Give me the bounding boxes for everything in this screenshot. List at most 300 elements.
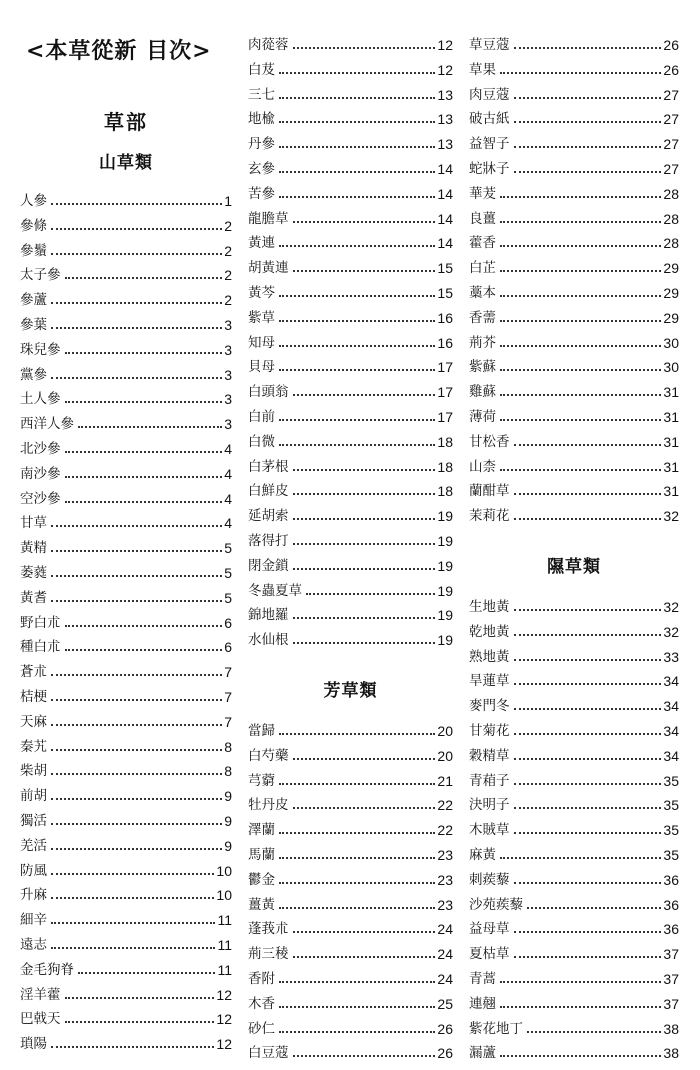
dot-leader <box>279 783 435 785</box>
entry-page-number: 37 <box>663 946 679 963</box>
entry-name: 決明子 <box>469 797 510 814</box>
toc-entry <box>248 964 453 988</box>
dot-leader <box>514 683 662 685</box>
toc-entry <box>469 914 679 938</box>
entry-page-number: 24 <box>437 921 453 938</box>
entry-name: 空沙參 <box>20 490 61 507</box>
toc-entry <box>469 179 679 203</box>
entry-name: 種白朮 <box>20 639 61 656</box>
entry-page-number: 17 <box>437 384 453 401</box>
entry-page-number: 17 <box>437 409 453 425</box>
page-title: <本草從新 目次> <box>26 38 212 64</box>
dot-leader <box>65 997 215 999</box>
entry-page-number: 36 <box>663 896 679 913</box>
dot-leader <box>293 956 436 958</box>
section-title: 草部 <box>104 110 148 134</box>
dot-leader <box>51 848 222 850</box>
entry-page-number: 16 <box>437 334 453 351</box>
dot-leader <box>51 947 215 949</box>
toc-entry <box>469 642 679 666</box>
entry-name: 錦地羅 <box>248 607 289 624</box>
entry-name: 蒼朮 <box>20 664 47 681</box>
toc-entry <box>20 831 232 855</box>
dot-leader <box>500 981 661 983</box>
entry-page-number: 22 <box>437 822 453 839</box>
dot-leader <box>65 625 223 627</box>
dot-leader <box>51 674 222 676</box>
toc-entry <box>248 790 453 814</box>
entry-page-number: 32 <box>663 508 679 525</box>
entry-page-number: 27 <box>663 136 679 153</box>
entry-page-number: 24 <box>437 971 453 987</box>
entry-name: 貝母 <box>248 359 275 376</box>
dot-leader <box>514 518 662 520</box>
dot-leader <box>514 171 662 173</box>
entry-page-number: 28 <box>663 235 679 252</box>
dot-leader <box>51 699 222 701</box>
toc-entry <box>248 328 453 352</box>
entry-page-number: 35 <box>663 797 679 814</box>
entry-page-number: 4 <box>224 465 232 482</box>
toc-entry <box>248 129 453 153</box>
entry-page-number: 27 <box>663 111 679 128</box>
entry-page-number: 28 <box>663 210 679 227</box>
toc-entry <box>20 484 232 508</box>
entry-page-number: 13 <box>437 111 453 128</box>
toc-entry <box>20 409 232 433</box>
dot-leader <box>65 277 223 279</box>
entry-name: 三七 <box>248 86 275 103</box>
entry-name: 木香 <box>248 995 275 1012</box>
dot-leader <box>279 444 435 446</box>
toc-entry <box>469 476 679 500</box>
entry-name: 黃耆 <box>20 589 47 606</box>
dot-leader <box>51 823 222 825</box>
entry-page-number: 20 <box>437 723 453 739</box>
dot-leader <box>514 634 662 636</box>
dot-leader <box>279 419 435 421</box>
entry-name: 雞蘇 <box>469 384 496 401</box>
entry-page-number: 10 <box>216 862 232 879</box>
dot-leader <box>500 221 661 223</box>
entry-page-number: 19 <box>437 632 453 649</box>
entry-name: 香附 <box>248 971 275 987</box>
toc-entry <box>20 459 232 483</box>
entry-page-number: 18 <box>437 433 453 450</box>
toc-entry <box>469 377 679 401</box>
entry-name: 秦艽 <box>20 738 47 755</box>
entry-name: 馬蘭 <box>248 847 275 863</box>
toc-entry <box>20 657 232 681</box>
dot-leader <box>51 749 222 751</box>
entry-page-number: 6 <box>224 639 232 656</box>
entry-name: 生地黃 <box>469 599 510 615</box>
dot-leader <box>65 451 223 453</box>
toc-entry <box>469 1038 679 1062</box>
dot-leader <box>500 419 661 421</box>
entry-name: 山柰 <box>469 458 496 475</box>
entry-name: 土人參 <box>20 391 61 408</box>
entry-page-number: 31 <box>663 384 679 401</box>
toc-entry <box>469 815 679 839</box>
toc-entry <box>248 600 453 624</box>
toc-entry <box>20 955 232 979</box>
entry-name: 南沙參 <box>20 465 61 482</box>
entry-page-number: 23 <box>437 847 453 863</box>
entry-name: 黃芩 <box>248 285 275 301</box>
category-title: 隰草類 <box>547 557 601 577</box>
dot-leader <box>51 525 222 527</box>
toc-entry <box>469 402 679 426</box>
dot-leader <box>279 121 435 123</box>
entry-page-number: 11 <box>217 912 232 929</box>
dot-leader <box>293 642 436 644</box>
toc-entry <box>248 840 453 864</box>
toc-entry <box>469 129 679 153</box>
entry-page-number: 12 <box>216 1036 232 1053</box>
entry-page-number: 3 <box>224 366 232 383</box>
entry-page-number: 24 <box>437 946 453 963</box>
entry-name: 青葙子 <box>469 772 510 789</box>
entry-page-number: 4 <box>224 515 232 532</box>
toc-entry <box>248 30 453 54</box>
dot-leader <box>51 1046 214 1048</box>
entry-page-number: 33 <box>663 648 679 665</box>
toc-entry <box>469 80 679 104</box>
entry-name: 丹參 <box>248 136 275 153</box>
dot-leader <box>51 203 222 205</box>
entry-name: 草果 <box>469 61 496 78</box>
entry-name: 冬蟲夏草 <box>248 582 302 599</box>
dot-leader <box>51 922 215 924</box>
category-title: 芳草類 <box>323 681 378 701</box>
dot-leader <box>500 369 661 371</box>
entry-page-number: 12 <box>216 1011 232 1028</box>
entry-name: 旱蓮草 <box>469 673 510 690</box>
entry-page-number: 26 <box>663 37 679 53</box>
entry-page-number: 26 <box>437 1020 453 1037</box>
toc-entry <box>20 781 232 805</box>
entry-name: 地楡 <box>248 111 275 128</box>
entry-name: 防風 <box>20 862 47 879</box>
entry-name: 白芷 <box>469 260 496 277</box>
dot-leader <box>514 758 662 760</box>
dot-leader <box>279 196 435 198</box>
entry-page-number: 18 <box>437 458 453 475</box>
entry-page-number: 37 <box>663 995 679 1012</box>
dot-leader <box>65 352 223 354</box>
toc-entry <box>20 856 232 880</box>
toc-entry <box>469 30 679 54</box>
toc-entry <box>469 228 679 252</box>
entry-page-number: 2 <box>224 267 232 284</box>
entry-name: 麥門冬 <box>469 698 510 715</box>
entry-page-number: 22 <box>437 797 453 814</box>
entry-name: 益母草 <box>469 921 510 938</box>
dot-leader <box>78 972 215 974</box>
toc-entry <box>248 914 453 938</box>
entry-name: 野白朮 <box>20 614 61 631</box>
entry-name: 落得打 <box>248 533 289 549</box>
entry-name: 薑黃 <box>248 896 275 913</box>
entry-name: 延胡索 <box>248 508 289 525</box>
dot-leader <box>527 1031 661 1033</box>
entry-name: 漏蘆 <box>469 1045 496 1062</box>
toc-entry <box>469 204 679 228</box>
entry-page-number: 38 <box>663 1045 679 1062</box>
entry-page-number: 1 <box>224 193 232 209</box>
toc-entry <box>248 741 453 765</box>
entry-page-number: 29 <box>663 260 679 277</box>
toc-entry <box>248 551 453 575</box>
entry-page-number: 12 <box>437 37 453 53</box>
entry-name: 澤蘭 <box>248 822 275 839</box>
toc-entry <box>20 558 232 582</box>
dot-leader <box>51 377 222 379</box>
entry-name: 桔梗 <box>20 689 47 705</box>
entry-name: 獨活 <box>20 813 47 829</box>
entry-name: 薄荷 <box>469 409 496 425</box>
dot-leader <box>514 609 662 611</box>
entry-page-number: 9 <box>224 837 232 854</box>
toc-entry <box>248 402 453 426</box>
dot-leader <box>514 146 662 148</box>
toc-entry <box>469 328 679 352</box>
entry-page-number: 27 <box>663 161 679 177</box>
toc-entry <box>248 204 453 228</box>
dot-leader <box>293 617 436 619</box>
entry-name: 砂仁 <box>248 1020 275 1037</box>
dot-leader <box>514 807 662 809</box>
entry-page-number: 27 <box>663 86 679 103</box>
entry-page-number: 11 <box>217 961 232 978</box>
entry-page-number: 9 <box>224 813 232 829</box>
entry-name: 藿香 <box>469 235 496 252</box>
dot-leader <box>279 245 435 247</box>
entry-page-number: 35 <box>663 847 679 863</box>
entry-name: 白芨 <box>248 61 275 78</box>
entry-name: 白芍藥 <box>248 747 289 764</box>
dot-leader <box>500 270 661 272</box>
toc-entry <box>248 625 453 649</box>
entry-name: 當歸 <box>248 723 275 739</box>
entry-name: 蘭酣草 <box>469 483 510 500</box>
entry-name: 茉莉花 <box>469 508 510 525</box>
toc-entry <box>20 335 232 359</box>
dot-leader <box>514 121 662 123</box>
toc-entry <box>248 766 453 790</box>
toc-entry <box>248 253 453 277</box>
entry-page-number: 29 <box>663 285 679 301</box>
entry-name: 紫蘇 <box>469 359 496 376</box>
toc-entry <box>248 1038 453 1062</box>
toc-entry <box>469 964 679 988</box>
dot-leader <box>51 302 222 304</box>
entry-name: 水仙根 <box>248 632 289 649</box>
toc-entry <box>20 186 232 210</box>
entry-page-number: 4 <box>224 490 232 507</box>
entry-page-number: 14 <box>437 210 453 227</box>
dot-leader <box>500 72 661 74</box>
toc-entry <box>469 501 679 525</box>
toc-entry <box>469 691 679 715</box>
entry-name: 白微 <box>248 433 275 450</box>
toc-entry <box>20 583 232 607</box>
dot-leader <box>500 1055 661 1057</box>
entry-page-number: 12 <box>216 986 232 1003</box>
toc-entry <box>469 766 679 790</box>
toc-entry <box>20 905 232 929</box>
toc-entry <box>20 707 232 731</box>
entry-name: 甘菊花 <box>469 723 510 739</box>
entry-name: 白豆蔻 <box>248 1045 289 1062</box>
dot-leader <box>293 807 436 809</box>
toc-entry <box>469 890 679 914</box>
entry-page-number: 3 <box>224 391 232 408</box>
entry-name: 人參 <box>20 193 47 209</box>
dot-leader <box>500 196 661 198</box>
dot-leader <box>514 783 662 785</box>
toc-entry <box>248 939 453 963</box>
entry-name: 巴戟天 <box>20 1011 61 1028</box>
entry-page-number: 30 <box>663 359 679 376</box>
entry-name: 良薑 <box>469 210 496 227</box>
dot-leader <box>51 897 214 899</box>
dot-leader <box>293 47 436 49</box>
toc-entry <box>248 154 453 178</box>
toc-entry <box>248 716 453 740</box>
entry-page-number: 4 <box>224 441 232 457</box>
entry-page-number: 11 <box>217 937 232 953</box>
entry-page-number: 20 <box>437 747 453 764</box>
toc-entry <box>20 880 232 904</box>
dot-leader <box>279 857 435 859</box>
dot-leader <box>51 873 214 875</box>
toc-entry <box>469 55 679 79</box>
toc-entry <box>20 533 232 557</box>
dot-leader <box>514 444 662 446</box>
entry-page-number: 15 <box>437 260 453 277</box>
entry-name: 珠兒參 <box>20 341 61 358</box>
toc-entry <box>469 790 679 814</box>
toc-entry <box>20 682 232 706</box>
dot-leader <box>51 724 222 726</box>
dot-leader <box>293 518 436 520</box>
entry-page-number: 32 <box>663 599 679 615</box>
toc-entry <box>469 278 679 302</box>
entry-page-number: 5 <box>224 565 232 581</box>
dot-leader <box>514 882 662 884</box>
entry-name: 苦參 <box>248 185 275 202</box>
entry-page-number: 34 <box>663 747 679 764</box>
entry-page-number: 17 <box>437 359 453 376</box>
entry-name: 沙苑蒺藜 <box>469 896 523 913</box>
entry-page-number: 28 <box>663 185 679 202</box>
toc-entry <box>20 980 232 1004</box>
entry-page-number: 31 <box>663 433 679 450</box>
toc-entry <box>469 592 679 616</box>
entry-name: 參蘆 <box>20 292 47 309</box>
entry-name: 芎藭 <box>248 772 275 789</box>
toc-entry <box>469 1014 679 1038</box>
entry-page-number: 19 <box>437 557 453 574</box>
dot-leader <box>500 1006 661 1008</box>
entry-page-number: 37 <box>663 971 679 987</box>
toc-entry <box>248 228 453 252</box>
toc-entry <box>20 360 232 384</box>
dot-leader <box>293 931 436 933</box>
dot-leader <box>514 733 662 735</box>
entry-name: 知母 <box>248 334 275 351</box>
entry-page-number: 10 <box>216 887 232 904</box>
toc-entry <box>469 253 679 277</box>
entry-name: 破古紙 <box>469 111 510 128</box>
dot-leader <box>279 72 435 74</box>
toc-entry <box>20 211 232 235</box>
entry-name: 參鬚 <box>20 242 47 259</box>
dot-leader <box>279 146 435 148</box>
entry-page-number: 36 <box>663 921 679 938</box>
entry-name: 淫羊藿 <box>20 986 61 1003</box>
entry-name: 熟地黃 <box>469 648 510 665</box>
toc-entry <box>248 278 453 302</box>
entry-name: 麻黃 <box>469 847 496 863</box>
entry-name: 天麻 <box>20 713 47 730</box>
toc-entry <box>248 55 453 79</box>
entry-name: 紫草 <box>248 309 275 326</box>
entry-name: 鬱金 <box>248 871 275 888</box>
entry-page-number: 12 <box>437 61 453 78</box>
entry-name: 肉蓯蓉 <box>248 37 289 53</box>
toc-entry <box>248 989 453 1013</box>
entry-name: 金毛狗脊 <box>20 961 74 978</box>
entry-page-number: 32 <box>663 623 679 640</box>
entry-page-number: 2 <box>224 292 232 309</box>
entry-page-number: 23 <box>437 896 453 913</box>
entry-name: 青蒿 <box>469 971 496 987</box>
entry-page-number: 13 <box>437 136 453 153</box>
dot-leader <box>293 270 436 272</box>
dot-leader <box>514 956 662 958</box>
entry-page-number: 21 <box>437 772 453 789</box>
toc-entry <box>248 452 453 476</box>
dot-leader <box>51 327 222 329</box>
toc-entry <box>20 608 232 632</box>
entry-page-number: 8 <box>224 738 232 755</box>
dot-leader <box>514 659 662 661</box>
dot-leader <box>65 1021 215 1023</box>
dot-leader <box>293 758 436 760</box>
entry-page-number: 34 <box>663 723 679 739</box>
entry-page-number: 26 <box>663 61 679 78</box>
entry-name: 玄參 <box>248 161 275 177</box>
entry-name: 前胡 <box>20 788 47 805</box>
entry-name: 甘草 <box>20 515 47 532</box>
toc-entry <box>20 236 232 260</box>
dot-leader <box>279 882 435 884</box>
entry-page-number: 34 <box>663 698 679 715</box>
toc-entry <box>20 508 232 532</box>
dot-leader <box>51 798 222 800</box>
entry-name: 荊芥 <box>469 334 496 351</box>
toc-entry <box>248 890 453 914</box>
dot-leader <box>293 469 436 471</box>
entry-page-number: 29 <box>663 309 679 326</box>
dot-leader <box>514 832 662 834</box>
toc-entry <box>469 865 679 889</box>
entry-page-number: 19 <box>437 508 453 525</box>
toc-entry <box>20 1004 232 1028</box>
